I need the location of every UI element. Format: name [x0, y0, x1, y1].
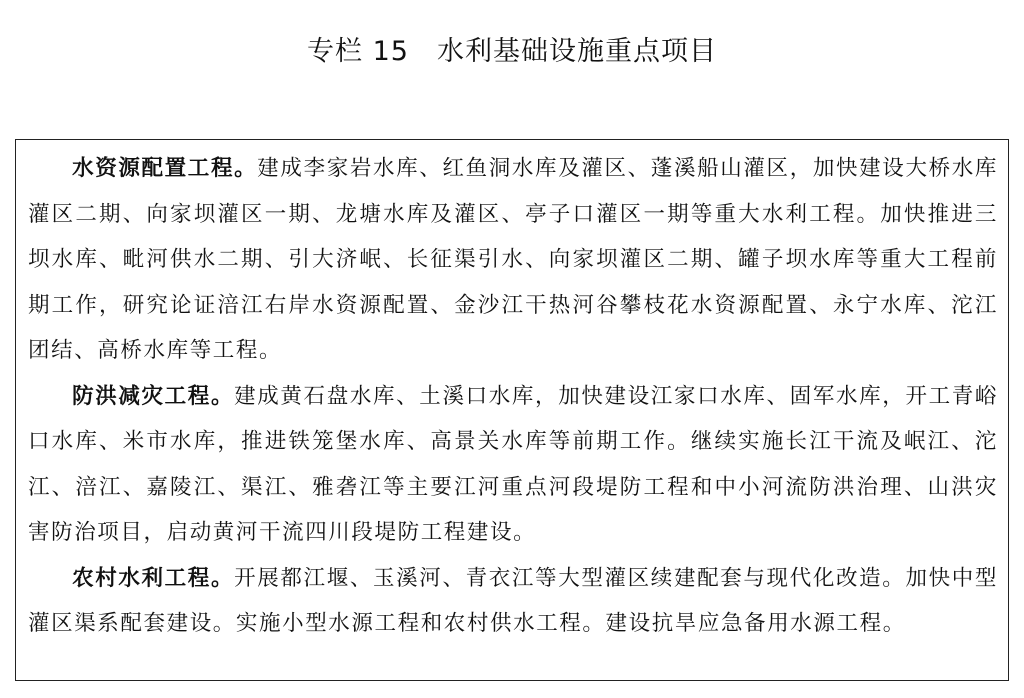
section-body-water-allocation: 建成李家岩水库、红鱼洞水库及灌区、蓬溪船山灌区，加快建设大桥水库灌区二期、向家坝灌区一期、龙塘水库及灌区、亭子口灌区一期等重大水利工程。加快推进三坝水库、毗河供水二期、引大济岷、长征渠引水、向家坝灌区二期、罐子坝水库等重大工程前期工作，研究论证涪江右岸水资源配置、金沙江干热河谷攀枝花水资源配置、永宁水库、沱江团结、高桥水库等工程。: [28, 156, 998, 363]
section-body-flood-control: 建成黄石盘水库、土溪口水库，加快建设江家口水库、固军水库，开工青峪口水库、米市水库，推进铁笼堡水库、高景关水库等前期工作。继续实施长江干流及岷江、沱江、涪江、嘉陵江、渠江、雅砻江等主要江河重点河段堤防工程和中小河流防洪治理、山洪灾害防治项目，启动黄河干流四川段堤防工程建设。: [28, 383, 998, 545]
section-heading-flood-control: 防洪减灾工程。: [72, 383, 235, 409]
section-body-rural-water: 开展都江堰、玉溪河、青衣江等大型灌区续建配套与现代化改造。加快中型灌区渠系配套建设。实施小型水源工程和农村供水工程。建设抗旱应急备用水源工程。: [28, 565, 998, 636]
section-heading-rural-water: 农村水利工程。: [72, 565, 235, 591]
section-water-allocation: [28, 146, 998, 374]
section-flood-control: [28, 374, 998, 556]
section-rural-water: [28, 556, 998, 647]
section-heading-water-allocation: 水资源配置工程。: [72, 156, 258, 181]
page-title: 专栏 15 水利基础设施重点项目: [307, 36, 717, 67]
content-box: [15, 139, 1009, 681]
